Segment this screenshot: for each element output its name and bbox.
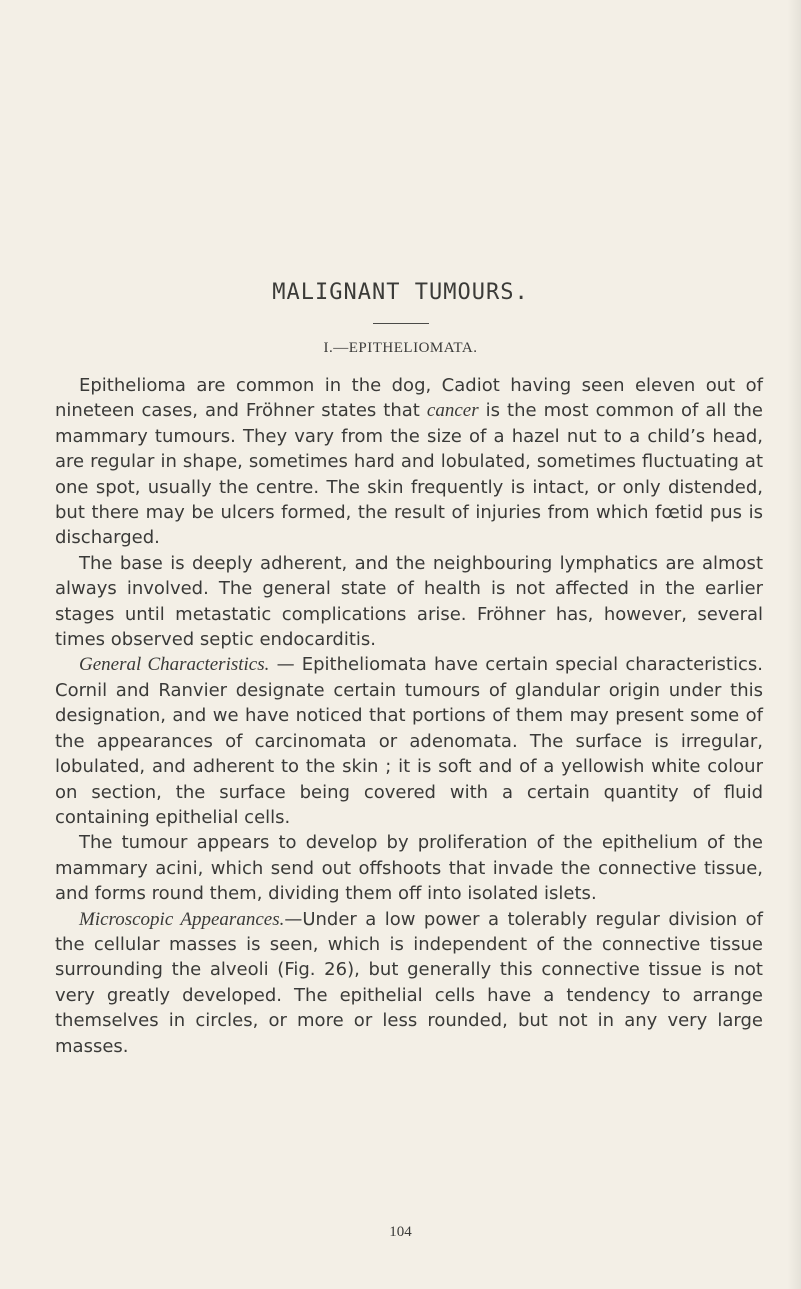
page-number: 104 xyxy=(389,1224,412,1240)
paragraph-3-italic: General Characteristics. xyxy=(79,654,270,676)
paragraph-3 xyxy=(55,652,763,830)
paragraph-4: The tumour appears to develop by proliferation of the epithelium of the mammary acini, which send out offshoots that invade the connective tissue, and forms round them, dividing them off into isolated islets. xyxy=(55,832,763,905)
paragraph-1 xyxy=(55,373,763,551)
paragraph-3-text: — Epitheliomata have certain special characteristics. Cornil and Ranvier designate certain tumours of glandular origin under this designation, and we have noticed that portions of them may present some of the appearances of carcinomata or adenomata. The surface is irregular, lobulated, and adherent to the skin ; it is soft and of a yellowish white colour on section, the surface being covered with a certain quantity of fluid containing epithelial cells. xyxy=(55,654,763,828)
paragraph-5-italic: Microscopic Appearances. xyxy=(79,908,285,930)
page-edge-shadow xyxy=(787,0,801,1289)
paragraph-5 xyxy=(55,907,763,1059)
section-heading: I.—EPITHELIOMATA. xyxy=(323,340,478,356)
paragraph-5-text: —Under a low power a tolerably regular division of the cellular masses is seen, which is independent of the connective tissue surrounding the alveoli (Fig. 26), but generally this connective tissue is not very greatly developed. The epithelial cells have a tendency to arrange themselves in circles, or more or less rounded, but not in any very large masses. xyxy=(55,908,763,1057)
paragraph-1-text-b: is the most common of all the mammary tumours. They vary from the size of a hazel nut to a child’s head, are regular in shape, sometimes hard and lobulated, sometimes fluctuating at one spot, usually the centre. The skin frequently is intact, or only distended, but there may be ulcers formed, the result of injuries from which fœtid pus is discharged. xyxy=(55,400,763,549)
paragraph-1-text-a: Epithelioma are common in the dog, Cadiot having seen eleven out of nineteen cases, and Fröhner states that xyxy=(55,375,763,422)
body-text xyxy=(55,373,763,1059)
chapter-title: MALIGNANT TUMOURS. xyxy=(272,280,529,305)
paragraph-1-italic: cancer xyxy=(426,400,479,422)
paragraph-2: The base is deeply adherent, and the neighbouring lymphatics are almost always involved. The general state of health is not affected in the earlier stages until metastatic complications arise. Fröhner has, however, several times observed septic endocarditis. xyxy=(55,552,763,651)
title-rule xyxy=(373,323,429,324)
